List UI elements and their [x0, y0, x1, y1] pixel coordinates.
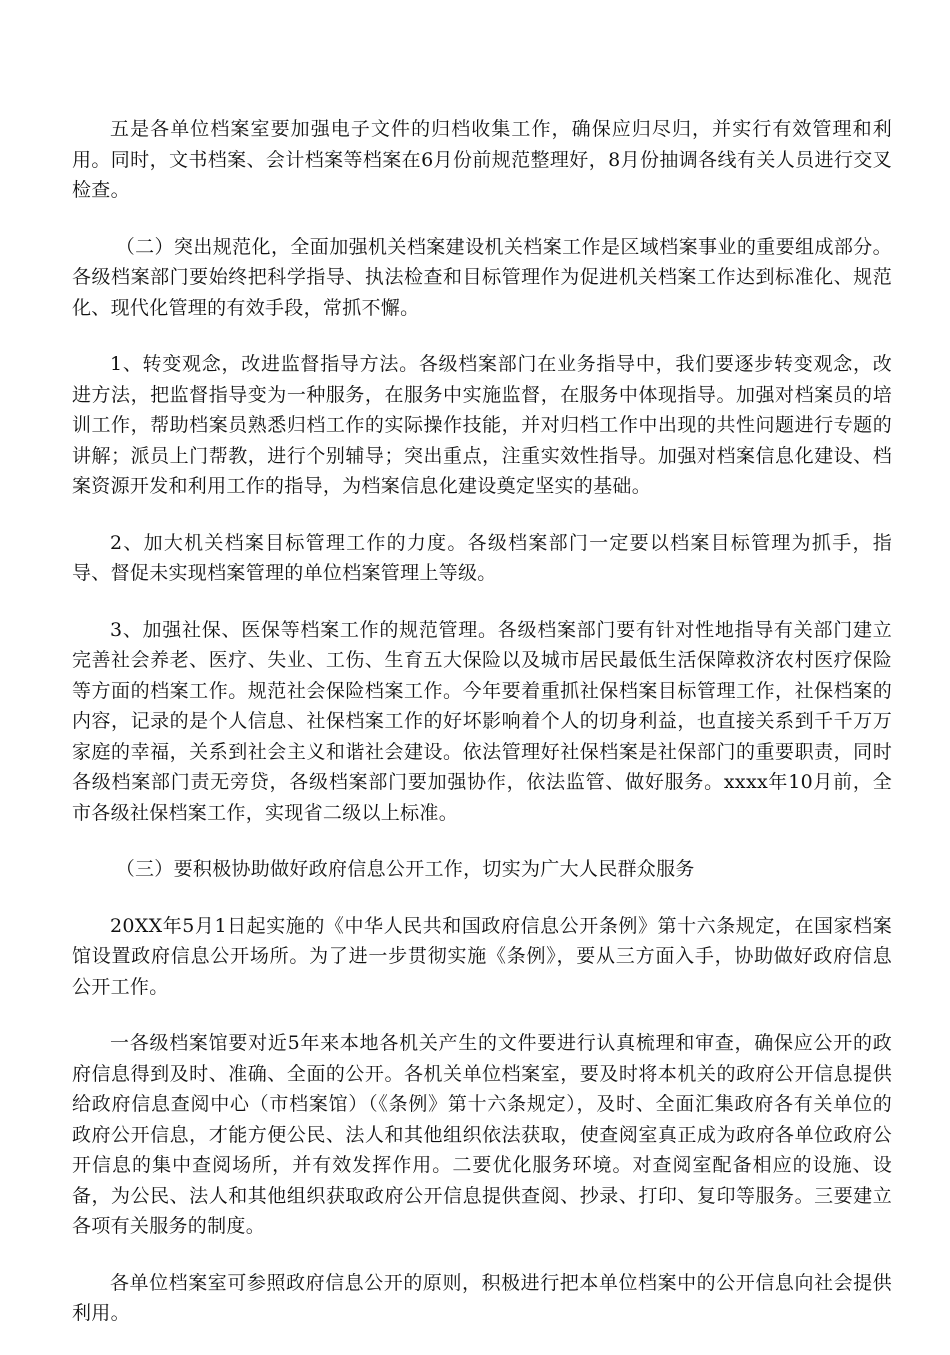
- document-page: [72, 114, 892, 1355]
- paragraph-regulation-article-16: 20XX年5月1日起实施的《中华人民共和国政府信息公开条例》第十六条规定，在国家档案馆设置政府信息公开场所。为了进一步贯彻实施《条例》，要从三方面入手，协助做好政府信息公开工作。: [72, 914, 892, 998]
- section-heading-information-disclosure: （三）要积极协助做好政府信息公开工作，切实为广大人民群众服务: [115, 858, 695, 880]
- paragraph-three-measures: 一各级档案馆要对近5年来本地各机关产生的文件要进行认真梳理和审查，确保应公开的政府信息得到及时、准确、全面的公开。各机关单位档案室，要及时将本机关的政府公开信息提供给政府信息查阅中心（市档案馆）（《条例》第十六条规定），及时、全面汇集政府各有关单位的政府公开信息，才能方便公民、法人和其他组织依法获取，使查阅室真正成为政府各单位政府公开信息的集中查阅场所，并有效发挥作用。二要优化服务环境。对查阅室配备相应的设施、设备，为公民、法人和其他组织获取政府公开信息提供查阅、抄录、打印、复印等服务。三要建立各项有关服务的制度。: [72, 1032, 892, 1237]
- paragraph-archive-electronic-files: 五是各单位档案室要加强电子文件的归档收集工作，确保应归尽归，并实行有效管理和利用。同时，文书档案、会计档案等档案在6月份前规范整理好，8月份抽调各线有关人员进行交叉检查。: [72, 118, 892, 201]
- paragraph-item-3-social-security: 3、加强社保、医保等档案工作的规范管理。各级档案部门要有针对性地指导有关部门建立完善社会养老、医疗、失业、工伤、生育五大保险以及城市居民最低生活保障救济农村医疗保险等方面的档案工作。规范社会保险档案工作。今年要着重抓社保档案目标管理工作，社保档案的内容，记录的是个人信息、社保档案工作的好坏影响着个人的切身利益，也直接关系到千千万万家庭的幸福，关系到社会主义和谐社会建设。依法管理好社保档案是社保部门的重要职责，同时各级档案部门责无旁贷，各级档案部门要加强协作，依法监管、做好服务。xxxx年10月前，全市各级社保档案工作，实现省二级以上标准。: [72, 618, 892, 824]
- paragraph-item-1-supervision: 1、转变观念，改进监督指导方法。各级档案部门在业务指导中，我们要逐步转变观念，改进方法，把监督指导变为一种服务，在服务中实施监督，在服务中体现指导。加强对档案员的培训工作，帮助档案员熟悉归档工作的实际操作技能，并对归档工作中出现的共性问题进行专题的讲解；派员上门帮教，进行个别辅导；突出重点，注重实效性指导。加强对档案信息化建设、档案资源开发和利用工作的指导，为档案信息化建设奠定坚实的基础。: [72, 353, 892, 497]
- paragraph-archive-rooms-disclosure: 各单位档案室可参照政府信息公开的原则，积极进行把本单位档案中的公开信息向社会提供利用。: [72, 1271, 892, 1324]
- paragraph-item-2-target-management: 2、加大机关档案目标管理工作的力度。各级档案部门一定要以档案目标管理为抓手，指导、督促未实现档案管理的单位档案管理上等级。: [72, 531, 892, 584]
- section-heading-standardization: （二）突出规范化，全面加强机关档案建设机关档案工作是区域档案事业的重要组成部分。各级档案部门要始终把科学指导、执法检查和目标管理作为促进机关档案工作达到标准化、规范化、现代化管理的有效手段，常抓不懈。: [72, 235, 892, 319]
